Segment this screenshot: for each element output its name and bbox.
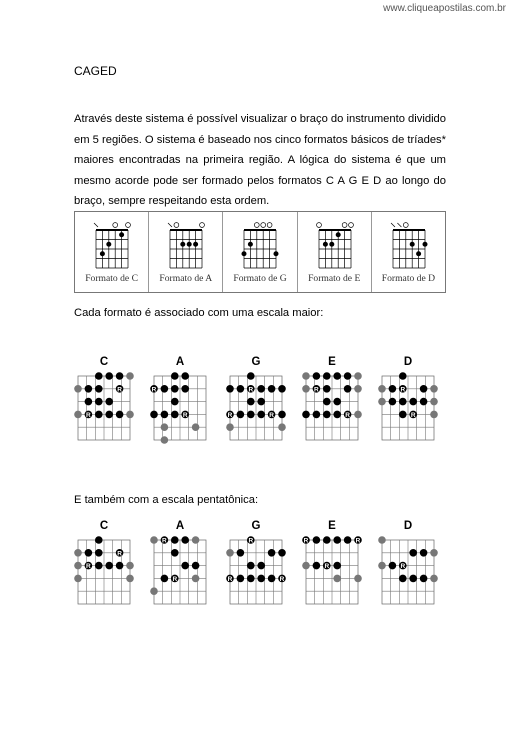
scale-note-dot	[333, 562, 341, 570]
root-note-label: R	[345, 412, 350, 419]
scale-note-dot	[333, 536, 341, 544]
scale-note-dot	[226, 385, 234, 393]
passing-note-dot	[74, 411, 82, 419]
open-string-marker	[261, 223, 266, 228]
intro-paragraph: Através deste sistema é possível visualizar o braço do instrumento dividido em 5 regiões. O sistema é baseado nos cinco formatos básicos de tríades* maiores encontradas na primeira região. A lógica do sistema é que um mesmo acorde pode ser formado pelos formatos C A G E D ao longo do braço, sempre respeitando esta ordem.	[74, 113, 446, 207]
root-note-label: R	[117, 386, 122, 394]
major-scale-title: A	[175, 356, 185, 368]
finger-dot	[193, 242, 198, 247]
passing-note-dot	[226, 423, 234, 431]
passing-note-dot	[354, 575, 362, 583]
chord-shape-cell	[75, 212, 149, 292]
scale-note-dot	[116, 411, 124, 419]
scale-note-dot	[257, 411, 265, 419]
chord-shapes-strip	[74, 211, 446, 293]
pentatonic-scale-title: G	[251, 520, 261, 532]
passing-note-dot	[354, 372, 362, 380]
scale-note-dot	[105, 562, 113, 570]
scale-note-dot	[181, 536, 189, 544]
scale-note-dot	[181, 385, 189, 393]
scale-note-dot	[257, 575, 265, 583]
finger-dot	[323, 242, 328, 247]
scale-note-dot	[237, 385, 245, 393]
scale-note-dot	[105, 372, 113, 380]
pentatonic-scale-title: A	[175, 520, 185, 532]
pentatonic-scale-title: D	[403, 520, 413, 532]
finger-dot	[274, 251, 279, 256]
major-scale-diagrams	[72, 350, 450, 462]
chord-shape-cell	[298, 212, 372, 292]
passing-note-dot	[226, 549, 234, 557]
passing-note-dot	[74, 385, 82, 393]
muted-string-marker	[168, 223, 172, 227]
pentatonic-scale-title: C	[99, 520, 109, 532]
scale-note-dot	[302, 411, 310, 419]
passing-note-dot	[74, 562, 82, 570]
scale-note-dot	[85, 398, 93, 406]
passing-note-dot	[430, 411, 438, 419]
chord-shape-label: Formato de A	[159, 273, 213, 284]
chord-shape-cell	[149, 212, 223, 292]
scale-note-dot	[247, 411, 255, 419]
scale-note-dot	[420, 575, 428, 583]
major-scale-title: E	[328, 356, 336, 368]
scale-note-dot	[323, 385, 331, 393]
scale-note-dot	[171, 536, 179, 544]
pentatonic-scale-title: E	[328, 520, 336, 532]
finger-dot	[335, 232, 340, 237]
scale-note-dot	[95, 411, 103, 419]
scale-note-dot	[105, 411, 113, 419]
scale-note-dot	[247, 398, 255, 406]
finger-dot	[187, 242, 192, 247]
passing-note-dot	[354, 411, 362, 419]
scale-note-dot	[268, 575, 276, 583]
root-note-label: R	[86, 563, 91, 571]
scale-note-dot	[333, 372, 341, 380]
scale-note-dot	[278, 411, 286, 419]
passing-note-dot	[333, 575, 341, 583]
scale-note-dot	[85, 385, 93, 393]
root-note-label: R	[279, 576, 285, 583]
pentatonic-scale-caption: E também com a escala pentatônica:	[74, 494, 259, 506]
scale-note-dot	[95, 372, 103, 380]
scale-note-dot	[409, 398, 417, 406]
scale-note-dot	[399, 372, 407, 380]
chord-shape-label: Formato de C	[85, 273, 138, 284]
scale-note-dot	[344, 385, 352, 393]
scale-note-dot	[95, 385, 103, 393]
passing-note-dot	[430, 385, 438, 393]
chord-shape-cell	[223, 212, 297, 292]
scale-note-dot	[116, 372, 124, 380]
scale-note-dot	[237, 575, 245, 583]
root-note-label: R	[182, 412, 188, 419]
root-note-label: R	[248, 537, 254, 545]
root-note-label: R	[227, 576, 233, 583]
scale-note-dot	[150, 411, 158, 419]
finger-dot	[248, 242, 253, 247]
scale-note-dot	[399, 411, 407, 419]
chord-shape-label: Formato de D	[381, 273, 436, 284]
root-note-label: R	[269, 412, 274, 419]
scale-note-dot	[313, 536, 321, 544]
passing-note-dot	[378, 385, 386, 393]
scale-note-dot	[95, 398, 103, 406]
open-string-marker	[268, 223, 273, 228]
passing-note-dot	[192, 423, 200, 431]
scale-note-dot	[333, 411, 341, 419]
passing-note-dot	[430, 398, 438, 406]
finger-dot	[410, 242, 415, 247]
finger-dot	[242, 251, 247, 256]
root-note-label: R	[400, 386, 406, 394]
scale-note-dot	[399, 575, 407, 583]
scale-note-dot	[313, 372, 321, 380]
passing-note-dot	[192, 575, 200, 583]
scale-note-dot	[313, 411, 321, 419]
passing-note-dot	[150, 536, 158, 544]
scale-note-dot	[257, 385, 265, 393]
scale-note-dot	[181, 372, 189, 380]
finger-dot	[329, 242, 334, 247]
passing-note-dot	[126, 372, 134, 380]
open-string-marker	[342, 223, 347, 228]
muted-string-marker	[391, 223, 395, 227]
scale-note-dot	[323, 411, 331, 419]
scale-note-dot	[278, 549, 286, 557]
passing-note-dot	[278, 423, 286, 431]
chord-diagram	[165, 217, 209, 271]
major-scale-title: G	[251, 356, 261, 368]
page-heading: CAGED	[74, 64, 117, 78]
passing-note-dot	[126, 411, 134, 419]
passing-note-dot	[430, 549, 438, 557]
scale-note-dot	[257, 398, 265, 406]
root-note-label: R	[172, 576, 178, 583]
scale-note-dot	[192, 562, 200, 570]
chord-shape-cell	[372, 212, 445, 292]
root-note-label: R	[248, 386, 254, 394]
scale-note-dot	[116, 562, 124, 570]
scale-note-dot	[389, 562, 397, 570]
scale-note-dot	[323, 372, 331, 380]
scale-note-dot	[171, 549, 179, 557]
scale-note-dot	[389, 398, 397, 406]
scale-note-dot	[420, 398, 428, 406]
scale-note-dot	[323, 398, 331, 406]
scale-note-dot	[344, 536, 352, 544]
scale-note-dot	[237, 549, 245, 557]
scale-note-dot	[247, 562, 255, 570]
finger-dot	[100, 251, 105, 256]
major-scale-svg	[72, 350, 450, 462]
root-note-label: R	[410, 412, 416, 419]
passing-note-dot	[126, 562, 134, 570]
open-string-marker	[255, 223, 260, 228]
scale-note-dot	[171, 411, 179, 419]
scale-note-dot	[313, 562, 321, 570]
scale-note-dot	[171, 372, 179, 380]
passing-note-dot	[161, 436, 169, 444]
scale-note-dot	[247, 372, 255, 380]
scale-note-dot	[257, 562, 265, 570]
scale-note-dot	[85, 549, 93, 557]
finger-dot	[416, 251, 421, 256]
scale-note-dot	[409, 549, 417, 557]
scale-note-dot	[95, 536, 103, 544]
scale-note-dot	[171, 398, 179, 406]
scale-note-dot	[420, 549, 428, 557]
scale-note-dot	[268, 385, 276, 393]
scale-note-dot	[181, 562, 189, 570]
chord-diagram	[239, 217, 283, 271]
scale-note-dot	[161, 411, 169, 419]
passing-note-dot	[150, 587, 158, 595]
root-note-label: R	[86, 412, 91, 419]
root-note-label: R	[117, 550, 122, 558]
pentatonic-scale-diagrams	[72, 514, 450, 626]
root-note-label: R	[227, 412, 233, 419]
chord-shape-label: Formato de G	[233, 273, 287, 284]
open-string-marker	[403, 223, 408, 228]
passing-note-dot	[430, 575, 438, 583]
finger-dot	[181, 242, 186, 247]
passing-note-dot	[74, 549, 82, 557]
scale-note-dot	[171, 385, 179, 393]
scale-note-dot	[278, 385, 286, 393]
major-scale-caption: Cada formato é associado com uma escala maior:	[74, 307, 324, 319]
finger-dot	[106, 242, 111, 247]
pentatonic-scale-svg	[72, 514, 450, 626]
scale-note-dot	[95, 549, 103, 557]
finger-dot	[119, 232, 124, 237]
major-scale-title: C	[99, 356, 109, 368]
scale-note-dot	[399, 398, 407, 406]
passing-note-dot	[378, 562, 386, 570]
scale-note-dot	[420, 385, 428, 393]
passing-note-dot	[302, 372, 310, 380]
finger-dot	[422, 242, 427, 247]
open-string-marker	[348, 223, 353, 228]
chord-shape-label: Formato de E	[308, 273, 361, 284]
major-scale-title: D	[403, 356, 413, 368]
scale-note-dot	[95, 562, 103, 570]
muted-string-marker	[94, 223, 98, 227]
root-note-label: R	[324, 563, 330, 571]
scale-note-dot	[237, 411, 245, 419]
open-string-marker	[200, 223, 205, 228]
open-string-marker	[316, 223, 321, 228]
open-string-marker	[126, 223, 131, 228]
open-string-marker	[113, 223, 118, 228]
chord-diagram	[91, 217, 135, 271]
passing-note-dot	[74, 575, 82, 583]
source-watermark: www.cliqueapostilas.com.br	[383, 3, 506, 14]
open-string-marker	[174, 223, 179, 228]
scale-note-dot	[247, 575, 255, 583]
scale-note-dot	[105, 398, 113, 406]
scale-note-dot	[161, 575, 169, 583]
chord-diagram	[314, 217, 358, 271]
scale-note-dot	[389, 385, 397, 393]
root-note-label: R	[355, 537, 361, 545]
root-note-label: R	[400, 563, 406, 571]
passing-note-dot	[354, 385, 362, 393]
muted-string-marker	[397, 223, 401, 227]
passing-note-dot	[302, 385, 310, 393]
passing-note-dot	[192, 536, 200, 544]
root-note-label: R	[151, 386, 157, 394]
chord-diagram	[388, 217, 432, 271]
root-note-label: R	[303, 537, 309, 545]
scale-note-dot	[344, 372, 352, 380]
passing-note-dot	[126, 575, 134, 583]
passing-note-dot	[378, 536, 386, 544]
root-note-label: R	[162, 537, 167, 545]
scale-note-dot	[323, 536, 331, 544]
root-note-label: R	[314, 386, 319, 394]
passing-note-dot	[378, 398, 386, 406]
passing-note-dot	[302, 562, 310, 570]
passing-note-dot	[161, 423, 169, 431]
scale-note-dot	[268, 549, 276, 557]
scale-note-dot	[409, 575, 417, 583]
scale-note-dot	[333, 398, 341, 406]
scale-note-dot	[161, 385, 169, 393]
